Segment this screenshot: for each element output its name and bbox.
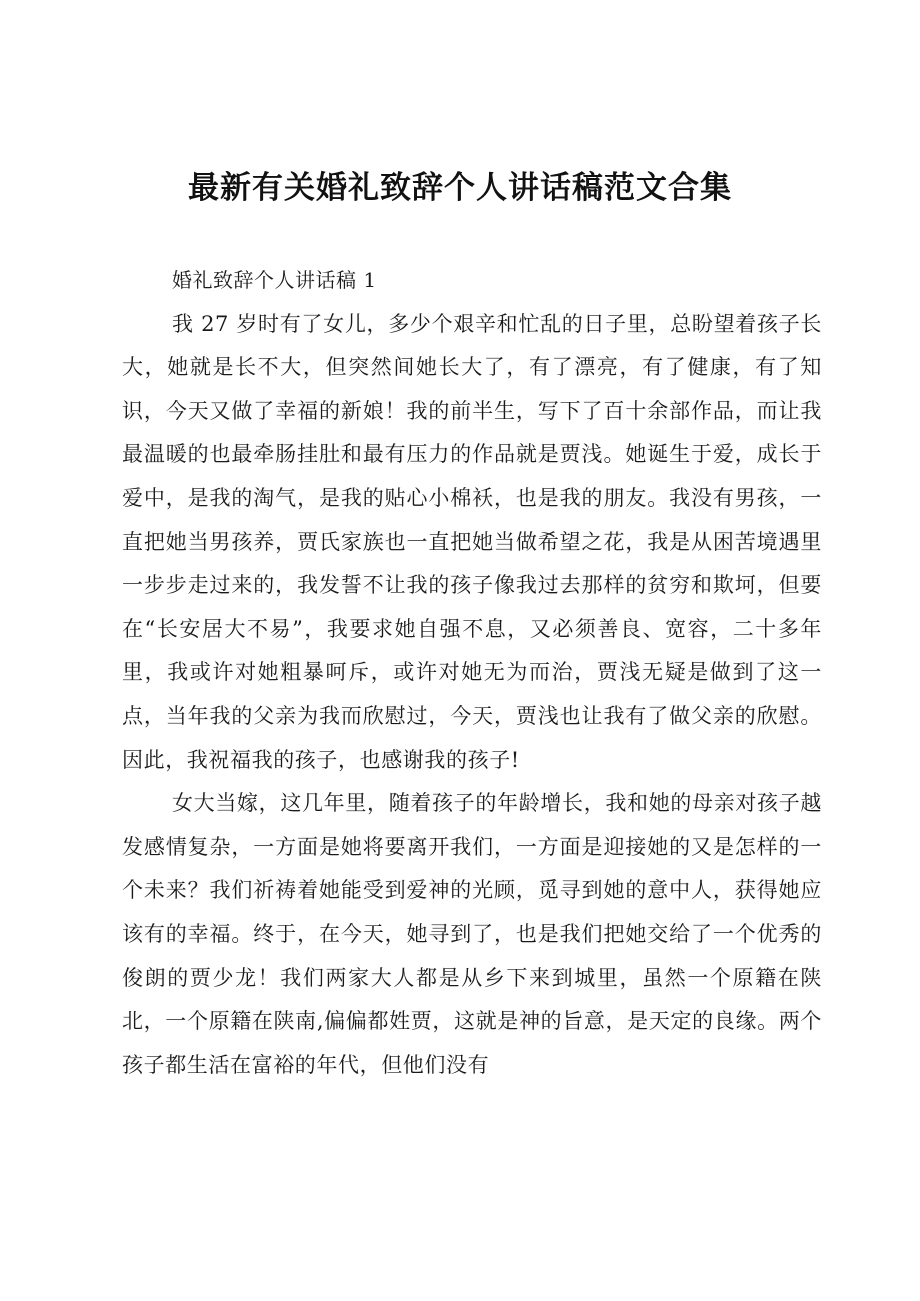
paragraph-1: 我 27 岁时有了女儿，多少个艰辛和忙乱的日子里，总盼望着孩子长大，她就是长不大，但突然间她长大了，有了漂亮，有了健康，有了知识，今天又做了幸福的新娘！我的前半生，写下了百十余部作品，而让我最温暖的也最牵肠挂肚和最有压力的作品就是贾浅。她诞生于爱，成长于爱中，是我的淘气，是我的贴心小棉袄，也是我的朋友。我没有男孩，一直把她当男孩养，贾氏家族也一直把她当做希望之花，我是从困苦境遇里一步步走过来的，我发誓不让我的孩子像我过去那样的贫穷和欺坷，但要在“长安居大不易”，我要求她自强不息，又必须善良、宽容，二十多年里，我或许对她粗暴呵斥，或许对她无为而治，贾浅无疑是做到了这一点，当年我的父亲为我而欣慰过，今天，贾浅也让我有了做父亲的欣慰。因此，我祝福我的孩子，也感谢我的孩子! bbox=[122, 311, 822, 772]
paragraph-2: 女大当嫁，这几年里，随着孩子的年龄增长，我和她的母亲对孩子越发感情复杂，一方面是她将要离开我们，一方面是迎接她的又是怎样的一个未来？我们祈祷着她能受到爱神的光顾，觅寻到她的意中人，获得她应该有的幸福。终于，在今天，她寻到了，也是我们把她交给了一个优秀的俊朗的贾少龙！我们两家大人都是从乡下来到城里，虽然一个原籍在陕北，一个原籍在陕南,偏偏都姓贾，这就是神的旨意，是天定的良缘。两个孩子都生活在富裕的年代，但他们没有 bbox=[122, 791, 822, 1077]
section-heading: 婚礼致辞个人讲话稿 1 bbox=[172, 268, 377, 292]
document-body bbox=[122, 259, 822, 1087]
document-title: 最新有关婚礼致辞个人讲话稿范文合集 bbox=[188, 170, 732, 206]
